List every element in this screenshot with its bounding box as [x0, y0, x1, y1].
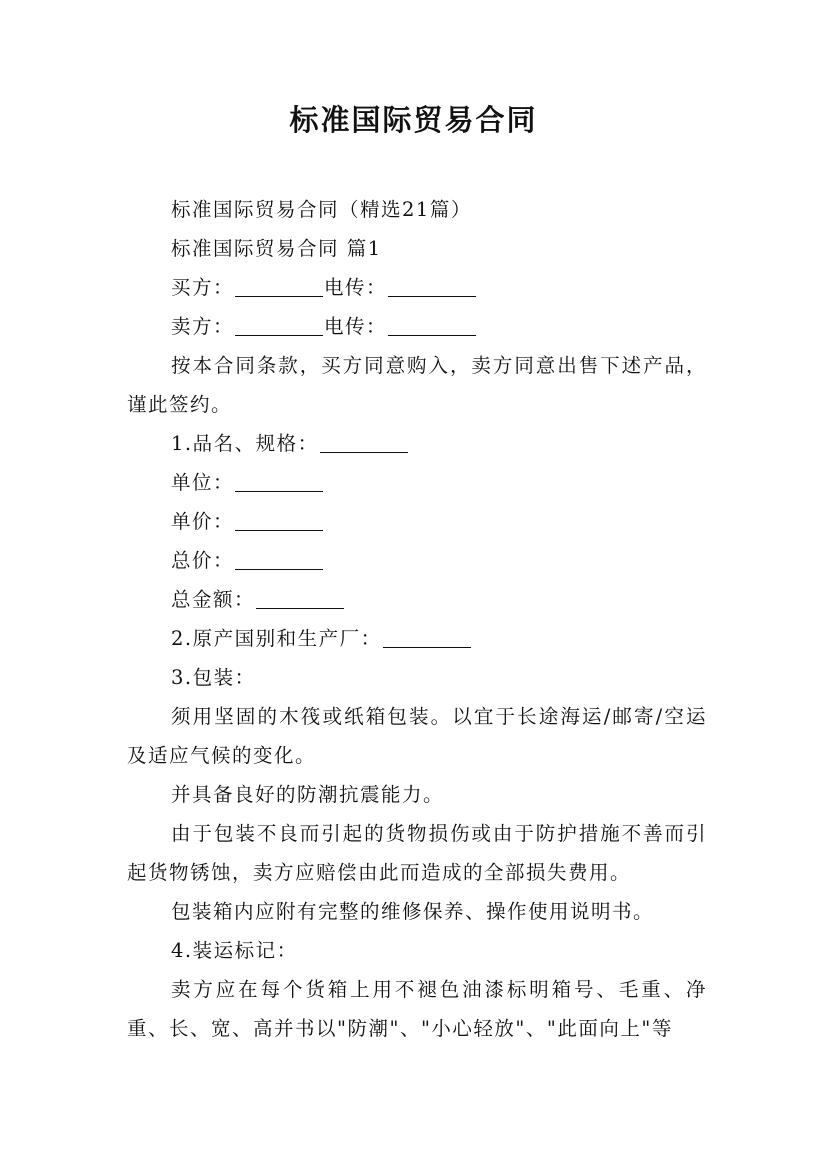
paragraph-marking-heading: 4.装运标记：	[171, 939, 298, 962]
total-price-blank	[235, 549, 323, 570]
product-name-label: 1.品名、规格：	[171, 432, 319, 455]
total-price-label: 总价：	[171, 549, 235, 572]
buyer-fax-blank	[388, 276, 476, 297]
buyer-label: 买方：	[171, 276, 235, 299]
paragraph-buyer	[127, 268, 707, 307]
paragraph-product-name	[127, 424, 707, 463]
unit-blank	[235, 471, 323, 492]
unit-price-label: 单价：	[171, 510, 235, 533]
origin-label: 2.原产国别和生产厂：	[171, 627, 382, 650]
document-body	[127, 190, 707, 1048]
paragraph-packing-heading: 3.包装：	[171, 666, 256, 689]
paragraph-unit	[127, 463, 707, 502]
paragraph-article-heading: 标准国际贸易合同 篇1	[171, 237, 382, 260]
unit-label: 单位：	[171, 471, 235, 494]
paragraph-agreement: 按本合同条款，买方同意购入，卖方同意出售下述产品，谨此签约。	[127, 354, 707, 416]
seller-label: 卖方：	[171, 315, 235, 338]
unit-price-blank	[235, 510, 323, 531]
paragraph-packing-manual: 包装箱内应附有完整的维修保养、操作使用说明书。	[171, 900, 655, 923]
buyer-fax-label: 电传：	[324, 276, 388, 299]
document-title: 标准国际贸易合同	[289, 103, 538, 137]
paragraph-packing-liability: 由于包装不良而引起的货物损伤或由于防护措施不善而引起货物锈蚀，卖方应赔偿由此而造成的全部损失费用。	[127, 822, 707, 884]
paragraph-total-price	[127, 541, 707, 580]
paragraph-marking-details: 卖方应在每个货箱上用不褪色油漆标明箱号、毛重、净重、长、宽、高并书以"防潮"、"小心轻放"、"此面向上"等	[127, 978, 707, 1040]
paragraph-seller	[127, 307, 707, 346]
origin-blank	[383, 627, 471, 648]
seller-fax-label: 电传：	[324, 315, 388, 338]
paragraph-origin	[127, 619, 707, 658]
buyer-blank	[235, 276, 323, 297]
paragraph-total-amount	[127, 580, 707, 619]
paragraph-subtitle: 标准国际贸易合同（精选21篇）	[171, 198, 472, 221]
paragraph-unit-price	[127, 502, 707, 541]
total-amount-blank	[256, 588, 344, 609]
paragraph-packing-material: 须用坚固的木筏或纸箱包装。以宜于长途海运/邮寄/空运及适应气候的变化。	[127, 705, 707, 767]
total-amount-label: 总金额：	[171, 588, 256, 611]
seller-blank	[235, 315, 323, 336]
paragraph-packing-protection: 并具备良好的防潮抗震能力。	[171, 783, 445, 806]
seller-fax-blank	[388, 315, 476, 336]
product-name-blank	[320, 432, 408, 453]
